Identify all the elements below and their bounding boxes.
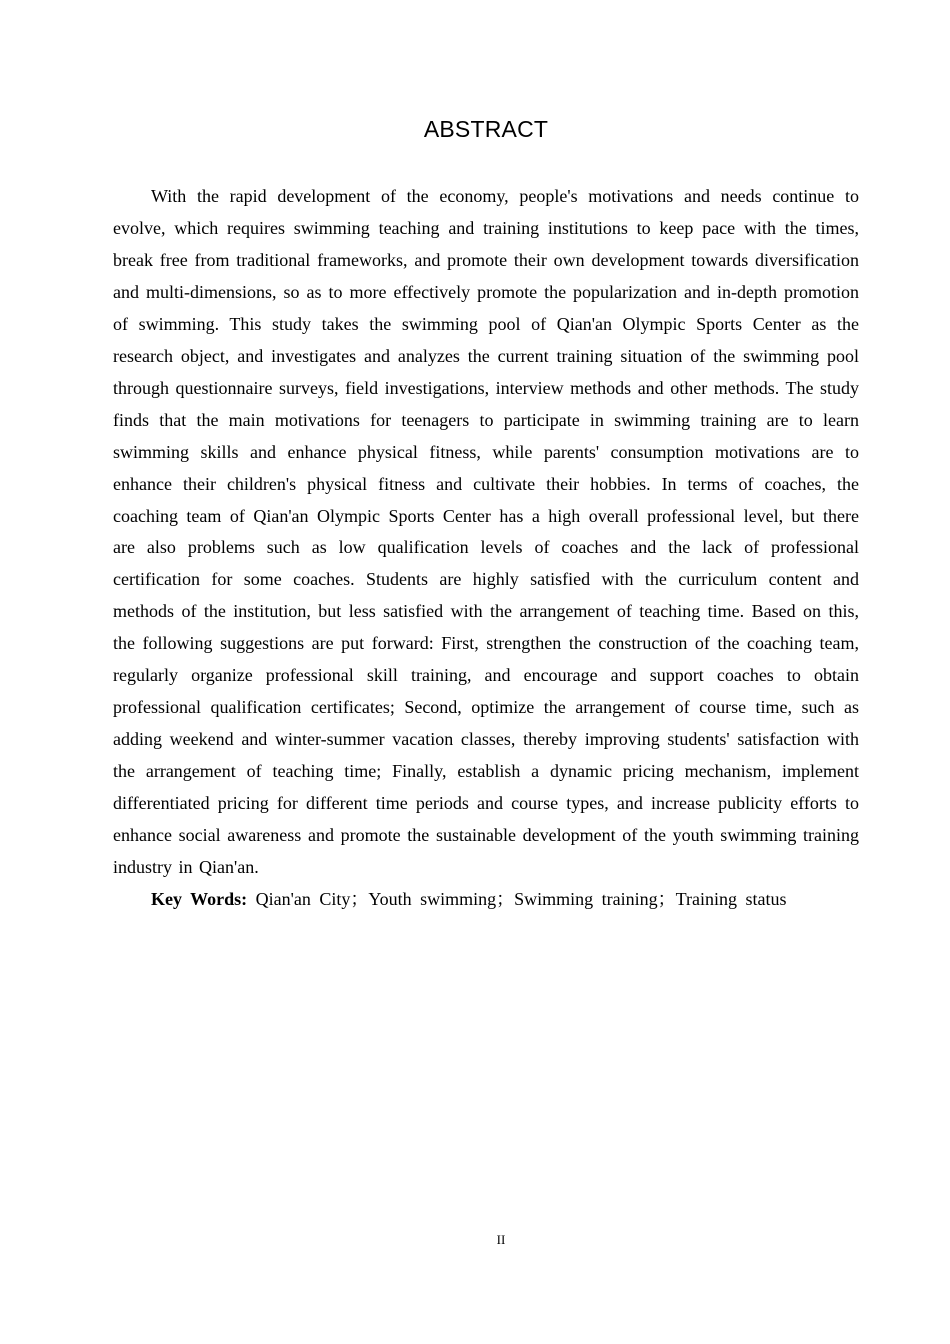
keywords-label: Key Words: (151, 888, 248, 909)
keywords-text: Qian'an City；Youth swimming；Swimming training；Training status (255, 888, 787, 909)
abstract-title: ABSTRACT (423, 116, 549, 142)
keywords-line (113, 884, 859, 916)
abstract-paragraph: With the rapid development of the economy, people's motivations and needs continue to evolve, which requires swimming teaching and training institutions to keep pace with the times, break free from traditional frameworks, and promote their own development towards diversification and multi-dimensions, so as to more effectively promote the popularization and in-depth promotion of swimming. This study takes the swimming pool of Qian'an Olympic Sports Center as the research object, and investigates and analyzes the current training situation of the swimming pool through questionnaire surveys, field investigations, interview methods and other methods. The study finds that the main motivations for teenagers to participate in swimming training are to learn swimming skills and enhance physical fitness, while parents' consumption motivations are to enhance their children's physical fitness and cultivate their hobbies. In terms of coaches, the coaching team of Qian'an Olympic Sports Center has a high overall professional level, but there are also problems such as low qualification levels of coaches and the lack of professional certification for some coaches. Students are highly satisfied with the curriculum content and methods of the institution, but less satisfied with the arrangement of teaching time. Based on this, the following suggestions are put forward: First, strengthen the construction of the coaching team, regularly organize professional skill training, and encourage and support coaches to obtain professional qualification certificates; Second, optimize the arrangement of course time, such as adding weekend and winter-summer vacation classes, thereby improving students' satisfaction with the arrangement of teaching time; Finally, establish a dynamic pricing mechanism, implement differentiated pricing for different time periods and course types, and increase publicity efforts to enhance social awareness and promote the sustainable development of the youth swimming training industry in Qian'an. (113, 186, 859, 878)
page-number: II (496, 1232, 506, 1247)
abstract-body (113, 181, 859, 916)
